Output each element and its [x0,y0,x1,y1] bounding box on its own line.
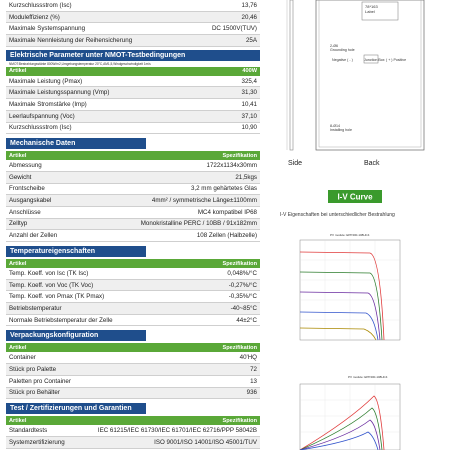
mech-header [6,151,260,160]
nmot-row-label: Maximale Leistungsspannung (Vmp) [9,89,110,97]
cert-row [6,437,260,449]
nmot-row [6,111,260,123]
nmot-row [6,87,260,99]
cert-row-label: Standardtests [9,427,48,435]
installing-text-2: Installing hole [330,128,352,132]
nmot-row-label: Kurzschlussstrom (Isc) [9,124,72,132]
temp-rows [6,268,260,326]
pack-row-label: Container [9,354,36,362]
mech-row [6,219,260,231]
temp-row [6,291,260,303]
pack-header [6,343,260,352]
temp-row-label: Temp. Koeff. von Pmax (TK Pmax) [9,293,105,301]
mech-row-value: 108 Zellen (Halbzelle) [196,232,257,240]
cert-row-label: Systemzertifizierung [9,438,65,446]
mech-row-value: 4mm² / symmetrische Länge±1100mm [151,197,257,205]
top-row-value: 25A [245,36,257,44]
temp-row [6,268,260,280]
nmot-note: NMOT:Bestrahlungsstärke 800W/m2,Umgebungstemperatur 20°C,AM1,5,Windgeschwindigkeit 1m/s [9,61,151,66]
top-row [6,0,260,12]
top-rows [6,0,260,47]
temp-row-value: 44±2°C [236,316,257,324]
cert-header-left: Artikel [9,417,27,424]
nmot-row-label: Leerlaufspannung (Voc) [9,112,75,120]
side-label: Side [288,160,303,167]
top-row [6,12,260,24]
nmot-rows [6,76,260,134]
top-row-value: 13,76 [241,1,257,9]
top-row [6,23,260,35]
mech-row-label: Zelltyp [9,220,28,228]
module-drawing [270,0,450,450]
mech-header-right: Spezifikation [222,152,257,159]
cert-section-title: Test / Zertifizierungen und Garantien [6,403,146,414]
pack-row-value: 72 [250,365,257,373]
temp-row [6,315,260,327]
installing-text-1: 8-Ø14 [330,124,340,128]
mech-row-label: Anzahl der Zellen [9,232,58,240]
temp-header-right: Spezifikation [222,260,257,267]
negative-label: Negative ( - ) [332,58,353,62]
mech-row-value: Monokristalline PERC / 10BB / 91x182mm [140,220,257,228]
nmot-row-label: Maximale Stromstärke (Imp) [9,100,87,108]
chart1-title: PV module: EPP400-108HC4 [330,233,370,237]
mech-row [6,195,260,207]
nmot-header-left: Artikel [9,68,27,75]
temp-section-title: Temperatureigenschaften [6,246,146,257]
temp-header [6,259,260,268]
top-row-label: Maximale Systemspannung [9,25,86,33]
cert-header-right: Spezifikation [222,417,257,424]
mech-row [6,207,260,219]
pack-header-left: Artikel [9,344,27,351]
cert-row-value: ISO 9001/ISO 14001/ISO 45001/TUV [154,438,257,446]
cert-rows [6,425,260,448]
nmot-row [6,76,260,88]
temp-row-label: Temp. Koeff. von Isc (TK Isc) [9,269,89,277]
temp-header-left: Artikel [9,260,27,267]
label-box-line-2: Label [365,9,375,14]
mech-row-value: 1722x1134x30mm [206,162,257,170]
pack-row-label: Stück pro Behälter [9,389,60,397]
iv-subtitle: I-V Eigenschaften bei unterschiedlicher Bestrahlung [280,212,395,218]
top-row-label: Kurzschlussstrom (Isc) [9,1,72,9]
mech-row [6,172,260,184]
nmot-header-right: 400W [242,68,257,75]
iv-title: I-V Curve [337,192,373,202]
pack-section-title: Verpackungskonfiguration [6,330,146,341]
label-box-line-1: 78*163 [365,4,378,9]
mech-row [6,230,260,242]
mech-row-label: Gewicht [9,173,32,181]
pack-row-value: 936 [246,389,257,397]
temp-row-value: 0,048%/°C [227,269,257,277]
nmot-row-value: 10,90 [241,124,257,132]
mech-section-title: Mechanische Daten [6,138,146,149]
mech-row-label: Frontscheibe [9,185,45,193]
top-row-label: Maximale Nennleistung der Reihensicherung [9,36,133,44]
grounding-text-2: Grounding hole [330,48,355,52]
nmot-row [6,123,260,135]
side-view-frame [290,0,293,150]
temp-row [6,303,260,315]
temp-row-label: Betriebstemperatur [9,304,62,312]
mech-row-value: 3,2 mm gehärtetes Glas [190,185,257,193]
pack-row-value: 40'HQ [239,354,257,362]
pack-row-label: Stück pro Palette [9,365,57,373]
mech-row-label: Abmessung [9,162,42,170]
mech-row-label: Ausgangskabel [9,197,52,205]
pack-rows [6,352,260,399]
mech-row-value: 21,5kgs [235,173,257,181]
cert-row [6,425,260,437]
top-row-value: 20,46 [241,13,257,21]
top-row [6,35,260,47]
nmot-section-title: Elektrische Parameter unter NMOT-Testbedingungen [6,50,260,61]
pack-row-label: Paletten pro Container [9,377,71,385]
cert-header [6,416,260,425]
top-row-label: Modulеffizienz (%) [9,13,60,21]
pack-row [6,352,260,364]
drawing-column [270,0,450,450]
pack-row [6,388,260,400]
back-label: Back [364,160,380,167]
pack-header-right: Spezifikation [222,344,257,351]
pack-row-value: 13 [250,377,257,385]
mech-row-value: MC4 kompatibel IP68 [197,208,257,216]
positive-label: ( + ) Positive [386,58,407,62]
spec-column [6,0,260,449]
pack-row [6,376,260,388]
temp-row-value: -40~85°C [230,304,257,312]
cert-row-value: IEC 61215/IEC 61730/IEC 61701/IEC 62716/PPP 58042B [97,427,257,435]
temp-row-label: Normale Betriebstemperatur der Zelle [9,316,113,324]
temp-row [6,280,260,292]
mech-row [6,160,260,172]
mech-header-left: Artikel [9,152,27,159]
mech-rows [6,160,260,242]
mech-row-label: Anschlüsse [9,208,41,216]
nmot-row-value: 325,4 [241,77,257,85]
nmot-header [6,67,260,76]
temp-row-label: Temp. Koeff. von Voc (TK Voc) [9,281,94,289]
temp-row-value: -0,35%/°C [228,293,257,301]
nmot-row-label: Maximale Leistung (Pmax) [9,77,83,85]
temp-row-value: -0,27%/°C [228,281,257,289]
nmot-row-value: 10,41 [241,100,257,108]
top-row-value: DC 1500V(TUV) [211,25,257,33]
pack-row [6,364,260,376]
nmot-row-value: 37,10 [241,112,257,120]
nmot-row [6,99,260,111]
nmot-row-value: 31,30 [241,89,257,97]
chart2-title: PV module: EPP400-108HC4 [348,375,388,379]
junction-label: Junction Box [364,58,385,62]
grounding-text-1: 2-Ø6 [330,44,338,48]
mech-row [6,184,260,196]
